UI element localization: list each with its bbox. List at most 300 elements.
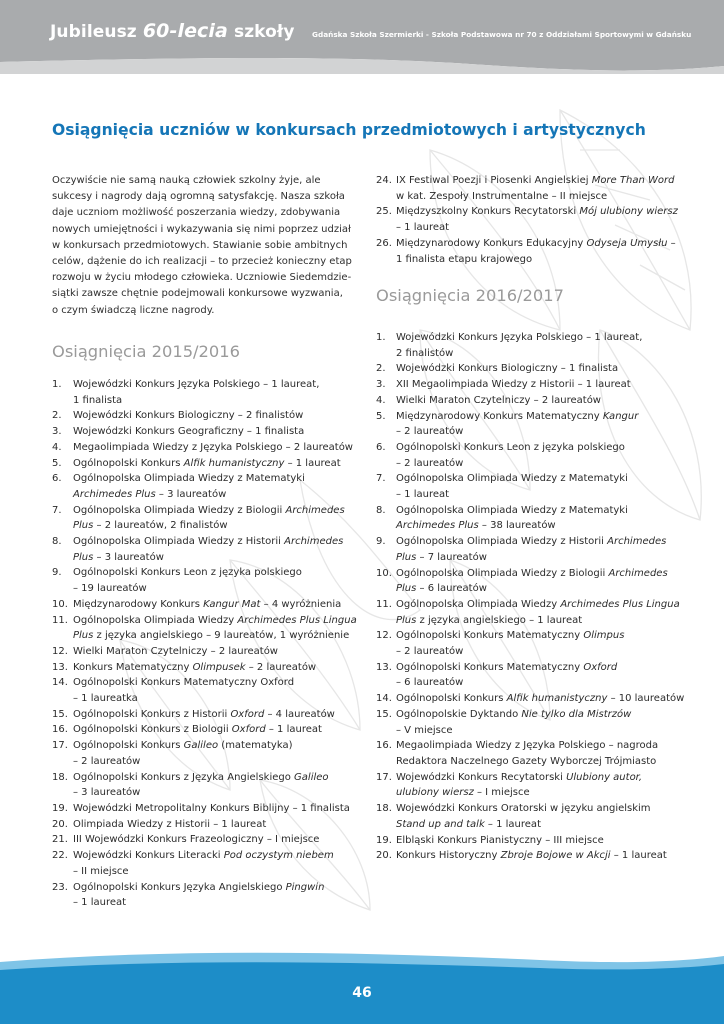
list-item-line <box>396 204 676 220</box>
list-item <box>376 848 676 864</box>
intro-line: celów, dążenie do ich realizacji – to przecież konieczny etap <box>52 256 352 268</box>
list-item-segment: – 10 laureatów <box>607 693 685 705</box>
list-item-number: 15. <box>52 708 68 720</box>
list-item-number: 13. <box>376 661 392 673</box>
list-item-text <box>396 801 676 832</box>
list-item-segment: Ogólnopolska Olimpiada Wiedzy <box>396 598 561 610</box>
list-item-segment: Ogólnopolska Olimpiada Wiedzy z Matematyki <box>396 504 628 516</box>
list-item-segment: Wojewódzki Konkurs Biologiczny – 2 finalistów <box>73 410 304 422</box>
list-item-text <box>73 440 352 456</box>
list-item-text <box>73 597 352 613</box>
list-item-line <box>73 754 352 770</box>
list-item-segment: 1 finalista etapu krajowego <box>396 253 533 265</box>
list-item <box>376 471 676 502</box>
list-item-number: 7. <box>376 473 386 485</box>
list-item-segment: Ogólnopolski Konkurs Matematyczny <box>396 661 584 673</box>
list-item-text <box>73 675 352 706</box>
list-item-line <box>396 801 676 817</box>
list-item-number: 20. <box>52 818 68 830</box>
list-item-title-italic: Oxford <box>230 708 265 720</box>
intro-line: rozwoju w życiu młodego człowieka. Uczniowie Siedemdzie- <box>52 272 352 284</box>
list-item-segment: Ogólnopolska Olimpiada Wiedzy z Historii <box>73 536 285 548</box>
list-item-segment: Ogólnopolska Olimpiada Wiedzy z Matematyki <box>396 473 628 485</box>
list-item-line <box>396 252 676 268</box>
list-item-title-italic: Plus <box>396 551 417 563</box>
list-item-number: 17. <box>52 740 68 752</box>
list-item-segment: – 2 laureatów <box>73 755 141 767</box>
list-item-title-italic: Plus <box>73 630 94 642</box>
list-item-line <box>396 330 676 346</box>
list-item-segment: – 1 laureat <box>396 489 450 501</box>
list-item <box>376 503 676 534</box>
list-item-segment: Wojewódzki Konkurs Literacki <box>73 850 224 862</box>
list-item-number: 25. <box>376 206 392 218</box>
list-item-line <box>396 189 676 205</box>
section-title-2015: Osiągnięcia 2015/2016 <box>52 342 240 361</box>
list-item <box>52 456 352 472</box>
list-item-line <box>396 675 676 691</box>
list-item-line <box>73 503 352 519</box>
list-item-number: 8. <box>52 536 62 548</box>
list-item-text <box>396 503 676 534</box>
list-item-number: 13. <box>52 661 68 673</box>
list-item-line <box>396 785 676 801</box>
list-item <box>376 566 676 597</box>
list-item-line <box>73 675 352 691</box>
page-title: Osiągnięcia uczniów w konkursach przedmiotowych i artystycznych <box>52 121 646 139</box>
list-item-number: 19. <box>376 834 392 846</box>
list-item-segment: Konkurs Historyczny <box>396 850 501 862</box>
list-item-segment: Ogólnopolska Olimpiada Wiedzy z Historii <box>396 536 608 548</box>
list-item-segment: Ogólnopolski Konkurs z Historii <box>73 708 231 720</box>
list-item-segment: Elbląski Konkurs Pianistyczny – III miejsce <box>396 834 604 846</box>
list-item <box>376 738 676 769</box>
list-item-text <box>396 361 676 377</box>
list-item-number: 18. <box>52 771 68 783</box>
list-item <box>52 770 352 801</box>
list-item <box>376 409 676 440</box>
list-item-number: 12. <box>52 645 68 657</box>
list-item <box>376 628 676 659</box>
list-item-segment: Megaolimpiada Wiedzy z Języka Polskiego – 2 laureatów <box>73 441 353 453</box>
list-item-number: 18. <box>376 803 392 815</box>
list-item-segment: – 38 laureatów <box>478 520 556 532</box>
list-item-text <box>396 393 676 409</box>
list-item-title-italic: Archimedes Plus Lingua <box>560 598 680 610</box>
list-item-number: 1. <box>52 379 62 390</box>
list-item-number: 6. <box>52 473 62 485</box>
list-item-text <box>396 534 676 565</box>
list-item <box>376 801 676 832</box>
list-item-title-italic: Olimpus <box>583 630 625 642</box>
list-item-title-italic: Archimedes Plus Lingua <box>237 614 357 626</box>
list-item-title-italic: Ulubiony autor, <box>566 771 643 783</box>
list-item-number: 2. <box>376 363 386 375</box>
list-item-title-italic: Zbroje Bojowe w Akcji <box>500 850 611 862</box>
list-item <box>376 377 676 393</box>
list-item-number: 22. <box>52 850 68 862</box>
list-item-text <box>396 377 676 393</box>
list-item-number: 12. <box>376 630 392 642</box>
list-item-title-italic: Archimedes Plus <box>396 520 479 532</box>
list-item-segment: Międzyszkolny Konkurs Recytatorski <box>396 206 580 218</box>
list-item-number: 11. <box>52 614 68 626</box>
list-item-line <box>396 738 676 754</box>
list-item-line <box>73 817 352 833</box>
list-item <box>376 330 676 361</box>
list-item-line <box>73 738 352 754</box>
list-item-line <box>396 566 676 582</box>
list-item-number: 3. <box>52 426 62 438</box>
list-item-line <box>396 503 676 519</box>
list-item-text <box>396 770 676 801</box>
list-item-title-italic: Archimedes <box>285 504 345 516</box>
list-item-line <box>396 644 676 660</box>
list-item-line <box>396 660 676 676</box>
list-item-text <box>396 566 676 597</box>
list-item-text <box>396 707 676 738</box>
list-item-text <box>73 471 352 502</box>
intro-line: w konkursach przedmiotowych. Stawianie sobie ambitnych <box>52 239 348 251</box>
list-item-text <box>396 471 676 502</box>
list-item-number: 21. <box>52 834 68 846</box>
list-item-title-italic: Plus <box>396 583 417 595</box>
list-item-text <box>73 770 352 801</box>
list-item-number: 24. <box>376 175 392 186</box>
list-item-number: 20. <box>376 850 392 862</box>
page-header <box>0 0 724 74</box>
list-item-line <box>73 424 352 440</box>
intro-paragraph <box>52 173 352 319</box>
list-item <box>52 565 352 596</box>
list-item-line <box>73 456 352 472</box>
list-item-line <box>396 723 676 739</box>
list-item-segment: Ogólnopolski Konkurs Języka Angielskiego <box>73 881 286 893</box>
list-item-segment: – I miejsce <box>473 787 530 799</box>
list-item <box>52 440 352 456</box>
list-item-title-italic: Galileo <box>183 740 219 752</box>
list-item-line <box>396 377 676 393</box>
list-item-segment: Wojewódzki Metropolitalny Konkurs Biblijny – 1 finalista <box>73 802 350 814</box>
list-item-line <box>396 833 676 849</box>
list-item-segment: – 2 laureatów <box>245 661 317 673</box>
list-item-number: 2. <box>52 410 62 422</box>
list-item-title-italic: Plus <box>73 520 94 532</box>
list-item-segment: Ogólnopolski Konkurs Leon z języka polskiego <box>396 441 625 453</box>
list-item-text <box>396 628 676 659</box>
list-item-segment: – 19 laureatów <box>73 583 147 595</box>
list-item-line <box>396 754 676 770</box>
list-item-segment: Międzynarodowy Konkurs Matematyczny <box>396 410 603 422</box>
list-item <box>376 440 676 471</box>
list-item-line <box>396 409 676 425</box>
list-item-line <box>396 440 676 456</box>
list-item-segment: – 1 laureat <box>484 818 541 830</box>
list-item-segment: – 1 laureat <box>265 724 322 736</box>
list-item <box>376 361 676 377</box>
list-item <box>52 424 352 440</box>
list-item <box>376 770 676 801</box>
list-item <box>376 707 676 738</box>
list-item <box>52 817 352 833</box>
list-item-number: 9. <box>376 536 386 548</box>
list-item-title-italic: Alfik humanistyczny <box>506 693 608 705</box>
list-item-segment: Ogólnopolska Olimpiada Wiedzy z Biologii <box>73 504 286 516</box>
jubilee-title <box>50 20 295 42</box>
list-item-number: 23. <box>52 881 68 893</box>
list-item-segment: 1 finalista <box>73 394 123 406</box>
list-item-title-italic: Archimedes <box>608 567 668 579</box>
list-item-segment: Ogólnopolska Olimpiada Wiedzy <box>73 614 238 626</box>
list-item-line <box>396 817 676 833</box>
list-item-text <box>396 691 685 707</box>
achievements-list-2015 <box>52 377 357 911</box>
list-item-title-italic: Archimedes <box>284 536 344 548</box>
list-item <box>52 832 352 848</box>
list-item <box>52 377 352 408</box>
list-item-text <box>73 424 352 440</box>
list-item-text <box>73 801 352 817</box>
list-item <box>376 204 676 235</box>
list-item-segment: – 2 laureatów <box>396 457 464 469</box>
intro-line: o czym świadczą liczne nagrody. <box>52 304 215 316</box>
list-item-text <box>396 409 676 440</box>
list-item-text <box>396 597 680 628</box>
list-item-line <box>73 895 352 911</box>
list-item-line <box>396 518 676 534</box>
list-item-segment: IX Festiwal Poezji i Piosenki Angielskiej <box>396 175 592 186</box>
list-item <box>376 236 676 267</box>
list-item-line <box>396 628 676 644</box>
list-item-segment: – 3 laureatów <box>155 488 227 500</box>
list-item-line <box>73 660 352 676</box>
list-item-title-italic: Pod oczystym niebem <box>223 850 334 862</box>
list-item-segment: z języka angielskiego – 9 laureatów, 1 wyróżnienie <box>93 630 350 642</box>
list-item-segment: – 6 laureatów <box>396 677 464 689</box>
list-item-segment: – II miejsce <box>73 865 129 877</box>
school-name: Gdańska Szkoła Szermierki - Szkoła Podstawowa nr 70 z Oddziałami Sportowymi w Gdańsku <box>312 30 692 39</box>
achievements-list-2015-continued <box>376 173 676 267</box>
list-item-text <box>73 660 352 676</box>
list-item-segment: Olimpiada Wiedzy z Historii – 1 laureat <box>73 818 267 830</box>
list-item-title-italic: Galileo <box>294 771 329 783</box>
list-item <box>52 722 352 738</box>
list-item-text <box>73 408 352 424</box>
list-item-segment: Ogólnopolski Konkurs <box>396 693 507 705</box>
list-item-number: 9. <box>52 567 62 579</box>
list-item-line <box>396 424 676 440</box>
list-item-title-italic: Odyseja Umysłu <box>586 237 668 249</box>
list-item-line <box>396 691 685 707</box>
list-item-line <box>73 471 352 487</box>
list-item-title-italic: Nie tylko dla Mistrzów <box>521 708 632 720</box>
list-item-text <box>73 832 352 848</box>
list-item-segment: – 2 laureatów <box>396 426 464 438</box>
list-item-text <box>396 173 676 204</box>
list-item <box>376 534 676 565</box>
jubilee-title-suffix: szkoły <box>227 22 295 42</box>
list-item <box>52 801 352 817</box>
list-item-segment: Wojewódzki Konkurs Języka Polskiego – 1 laureat, <box>396 332 643 343</box>
list-item-segment: Wielki Maraton Czytelniczy – 2 laureatów <box>73 645 278 657</box>
list-item-line <box>73 408 352 424</box>
list-item-title-italic: Stand up and talk <box>396 818 485 830</box>
list-item-segment: – V miejsce <box>396 724 453 736</box>
list-item-line <box>73 707 352 723</box>
list-item-number: 19. <box>52 802 68 814</box>
list-item <box>52 503 352 534</box>
achievements-list-2016 <box>376 330 685 864</box>
list-item-title-italic: More Than Word <box>591 175 675 186</box>
intro-line: nowych umiejętności i wykazywania się nimi poprzez udział <box>52 223 351 235</box>
list-item-number: 4. <box>376 394 386 406</box>
list-item-number: 5. <box>52 457 62 469</box>
list-item-segment: – 1 laureat <box>73 897 127 909</box>
list-item-segment: XII Megaolimpiada Wiedzy z Historii – 1 laureat <box>396 379 631 391</box>
list-item-number: 17. <box>376 771 392 783</box>
list-item-text <box>73 377 352 408</box>
list-item-line <box>73 864 352 880</box>
list-item-segment: Redaktora Naczelnego Gazety Wyborczej Trójmiasto <box>396 755 657 767</box>
list-item-segment: Ogólnopolska Olimpiada Wiedzy z Matematyki <box>73 473 305 485</box>
list-item-title-italic: Kangur <box>602 410 639 422</box>
list-item-line <box>396 707 676 723</box>
list-item-segment: – 1 laureat <box>284 457 341 469</box>
list-item-number: 8. <box>376 504 386 516</box>
list-item-title-italic: Olimpusek <box>192 661 246 673</box>
list-item-title-italic: ulubiony wiersz <box>396 787 474 799</box>
list-item-segment: – 2 laureatów <box>396 646 464 658</box>
intro-line: siątki zawsze chętnie podejmowali konkursowe wyzwania, <box>52 288 343 300</box>
list-item-line <box>396 534 676 550</box>
page-number: 46 <box>352 985 372 1001</box>
list-item-line <box>396 848 676 864</box>
list-item-line <box>396 770 676 786</box>
list-item <box>52 738 352 769</box>
list-item-number: 11. <box>376 598 392 610</box>
list-item-line <box>73 377 352 393</box>
list-item-line <box>396 236 676 252</box>
list-item <box>376 597 680 628</box>
list-item-title-italic: Plus <box>396 614 417 626</box>
list-item-line <box>73 832 352 848</box>
list-item-segment: Ogólnopolska Olimpiada Wiedzy z Biologii <box>396 567 609 579</box>
list-item-text <box>73 738 352 769</box>
list-item-text <box>73 644 352 660</box>
list-item <box>376 833 676 849</box>
list-item <box>52 408 352 424</box>
list-item-line <box>73 628 352 644</box>
list-item-line <box>396 346 676 362</box>
list-item-number: 10. <box>52 598 68 610</box>
list-item-number: 6. <box>376 441 386 453</box>
list-item-segment: (matematyka) <box>218 740 293 752</box>
list-item-title-italic: Alfik humanistyczny <box>183 457 285 469</box>
list-item-segment: III Wojewódzki Konkurs Frazeologiczny – I miejsce <box>73 834 320 846</box>
list-item-number: 26. <box>376 237 392 249</box>
list-item-number: 5. <box>376 410 386 422</box>
list-item-line <box>396 550 676 566</box>
list-item-segment: Ogólnopolski Konkurs Matematyczny Oxford <box>73 677 295 689</box>
intro-line: Oczywiście nie samą nauką człowiek szkolny żyje, ale <box>52 175 321 186</box>
list-item-title-italic: Pingwin <box>285 881 325 893</box>
list-item-segment: Ogólnopolski Konkurs z Biologii <box>73 724 232 736</box>
list-item-line <box>73 487 352 503</box>
list-item-segment: Ogólnopolski Konkurs z Języka Angielskiego <box>73 771 295 783</box>
list-item-line <box>396 361 676 377</box>
list-item-line <box>396 581 676 597</box>
list-item-number: 16. <box>376 740 392 752</box>
list-item <box>52 471 352 502</box>
list-item <box>376 660 676 691</box>
jubilee-title-prefix: Jubileusz <box>50 22 143 42</box>
list-item-text <box>73 817 352 833</box>
list-item-text <box>396 848 676 864</box>
list-item-segment: z języka angielskiego – 1 laureat <box>416 614 583 626</box>
list-item-segment: – 3 laureatów <box>73 787 141 799</box>
list-item-line <box>396 487 676 503</box>
list-item-segment: w kat. Zespoły Instrumentalne – II miejsce <box>396 190 608 202</box>
list-item <box>52 707 352 723</box>
list-item-text <box>73 848 352 879</box>
list-item-segment: Wojewódzki Konkurs Języka Polskiego – 1 laureat, <box>73 379 320 390</box>
list-item-text <box>73 722 352 738</box>
list-item-text <box>396 204 676 235</box>
list-item-text <box>396 738 676 769</box>
list-item-text <box>396 330 676 361</box>
list-item-segment: Ogólnopolski Konkurs <box>73 457 184 469</box>
list-item <box>52 534 352 565</box>
list-item <box>52 848 352 879</box>
list-item-number: 15. <box>376 708 392 720</box>
list-item-text <box>73 707 352 723</box>
jubilee-title-highlight: 60-lecia <box>142 20 228 42</box>
list-item-text <box>73 565 352 596</box>
list-item-segment: Megaolimpiada Wiedzy z Języka Polskiego – nagroda <box>396 740 659 752</box>
list-item-line <box>73 518 352 534</box>
list-item-text <box>73 613 357 644</box>
list-item-segment: – 7 laureatów <box>416 551 487 563</box>
list-item-text <box>73 503 352 534</box>
list-item <box>376 691 685 707</box>
list-item-title-italic: Plus <box>73 551 94 563</box>
list-item-number: 10. <box>376 567 392 579</box>
list-item-segment: 2 finalistów <box>396 347 454 359</box>
list-item-text <box>396 660 676 691</box>
list-item-segment: Ogólnopolski Konkurs Matematyczny <box>396 630 584 642</box>
list-item-line <box>73 848 352 864</box>
list-item-title-italic: Archimedes <box>607 536 667 548</box>
list-item <box>52 613 357 644</box>
list-item-segment: Międzynarodowy Konkurs Edukacyjny <box>396 237 587 249</box>
list-item-number: 14. <box>52 677 68 689</box>
list-item-segment: – 1 laureat <box>610 850 667 862</box>
list-item-line <box>396 613 676 629</box>
list-item <box>52 880 352 911</box>
list-item <box>52 660 352 676</box>
list-item-title-italic: Oxford <box>231 724 266 736</box>
list-item-line <box>73 722 352 738</box>
list-item-number: 7. <box>52 504 62 516</box>
list-item-segment: Wojewódzki Konkurs Geograficzny – 1 finalista <box>73 426 305 438</box>
list-item-segment: – 2 laureatów, 2 finalistów <box>93 520 228 532</box>
list-item-line <box>73 613 357 629</box>
list-item-segment: – 6 laureatów <box>416 583 487 595</box>
list-item <box>376 393 676 409</box>
list-item-segment: Wojewódzki Konkurs Oratorski w języku angielskim <box>396 803 651 815</box>
list-item-line <box>73 393 352 409</box>
list-item-title-italic: Kangur Mat <box>203 598 261 610</box>
